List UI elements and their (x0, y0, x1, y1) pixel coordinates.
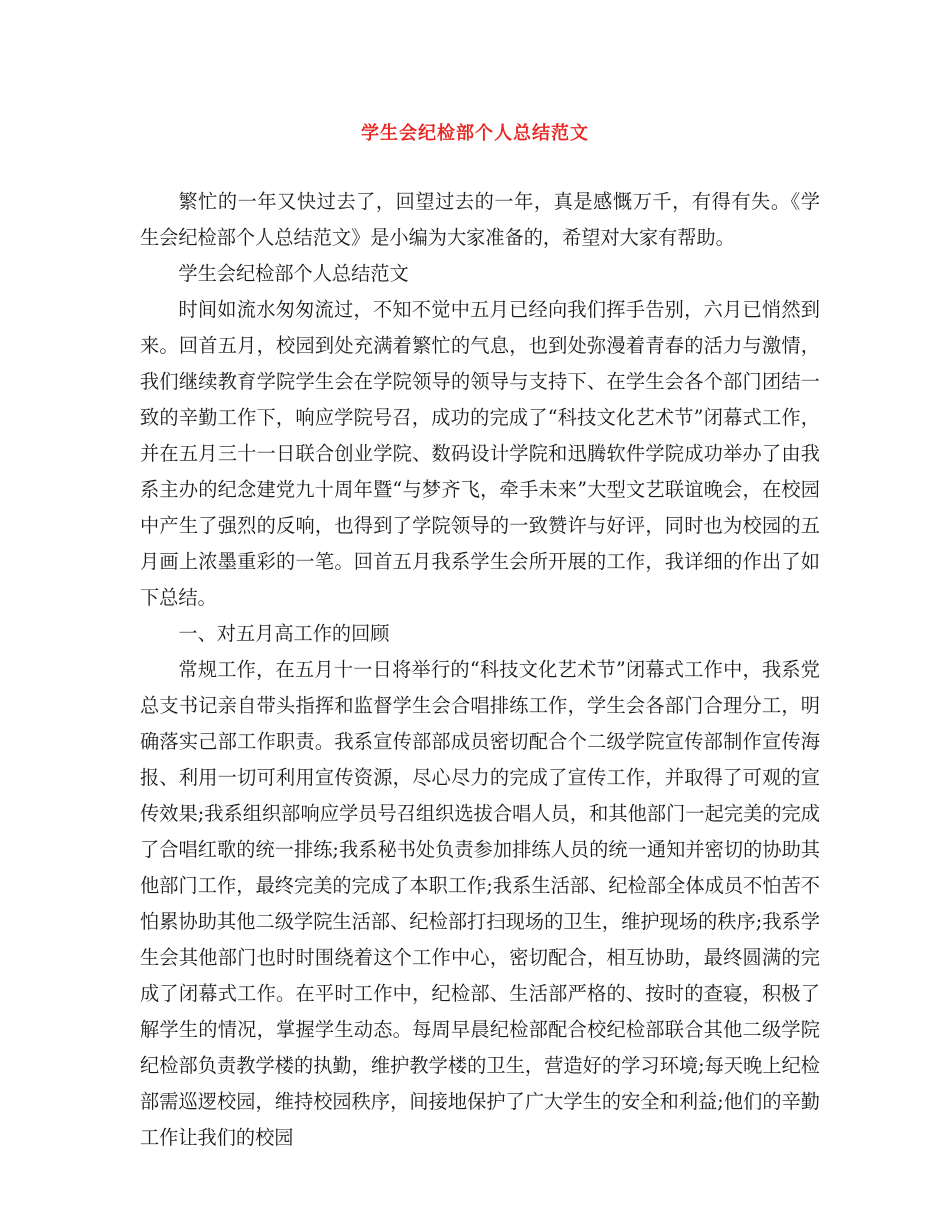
body-paragraph: 常规工作，在五月十一日将举行的“科技文化艺术节”闭幕式工作中，我系党总支书记亲自带头指挥和监督学生会合唱排练工作，学生会各部门合理分工，明确落实己部工作职责。我系宣传部部成员密切配合个二级学院宣传部制作宣传海报、利用一切可利用宣传资源，尽心尽力的完成了宣传工作，并取得了可观的宣传效果;我系组织部响应学员号召组织选拔合唱人员，和其他部门一起完美的完成了合唱红歌的统一排练;我系秘书处负责参加排练人员的统一通知并密切的协助其他部门工作，最终完美的完成了本职工作;我系生活部、纪检部全体成员不怕苦不怕累协助其他二级学院生活部、纪检部打扫现场的卫生，维护现场的秩序;我系学生会其他部门也时时围绕着这个工作中心，密切配合，相互协助，最终圆满的完成了闭幕式工作。在平时工作中，纪检部、生活部严格的、按时的查寝，积极了解学生的情况，掌握学生动态。每周早晨纪检部配合校纪检部联合其他二级学院纪检部负责教学楼的执勤，维护教学楼的卫生，营造好的学习环境;每天晚上纪检部需巡逻校园，维持校园秩序，间接地保护了广大学生的安全和利益;他们的辛勤工作让我们的校园 (140, 658, 820, 1149)
body-paragraph: 时间如流水匆匆流过，不知不觉中五月已经向我们挥手告别，六月已悄然到来。回首五月，校园到处充满着繁忙的气息，也到处弥漫着青春的活力与激情，我们继续教育学院学生会在学院领导的领导与支持下、在学生会各个部门团结一致的辛勤工作下，响应学院号召，成功的完成了“科技文化艺术节”闭幕式工作，并在五月三十一日联合创业学院、数码设计学院和迅腾软件学院成功举办了由我系主办的纪念建党九十周年暨“与梦齐飞，牵手未来”大型文艺联谊晚会，在校园中产生了强烈的反响，也得到了学院领导的一致赞许与好评，同时也为校园的五月画上浓墨重彩的一笔。回首五月我系学生会所开展的工作，我详细的作出了如下总结。 (140, 298, 820, 609)
section-heading: 一、对五月高工作的回顾 (178, 622, 390, 645)
document-body (140, 184, 820, 1156)
intro-paragraph: 繁忙的一年又快过去了，回望过去的一年，真是感慨万千，有得有失。《学生会纪检部个人总结范文》是小编为大家准备的，希望对大家有帮助。 (140, 190, 820, 249)
section-heading: 学生会纪检部个人总结范文 (178, 262, 409, 285)
document-title: 学生会纪检部个人总结范文 (361, 123, 589, 144)
